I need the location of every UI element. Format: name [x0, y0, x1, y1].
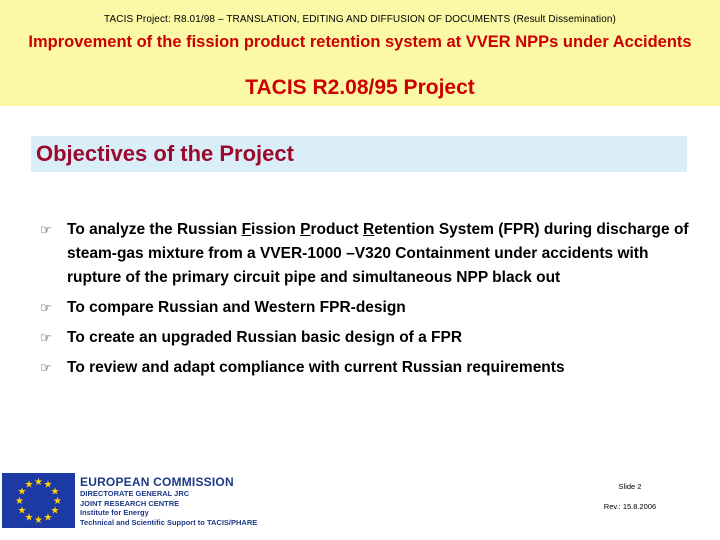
- objectives-list: [40, 218, 690, 386]
- commission-line: DIRECTORATE GENERAL JRC: [80, 489, 190, 498]
- bullet-text: To compare Russian and Western FPR-design: [67, 299, 406, 316]
- eu-star-icon: ★: [43, 512, 53, 524]
- section-title-bar: [31, 136, 687, 172]
- eu-flag-logo: [2, 473, 75, 528]
- eu-star-icon: ★: [17, 486, 27, 498]
- bullet-text: To create an upgraded Russian basic design of a FPR: [67, 329, 463, 346]
- list-item: [40, 296, 690, 320]
- pointing-hand-icon: ☞: [40, 300, 52, 315]
- commission-block: [80, 475, 340, 527]
- eu-star-icon: ★: [53, 496, 62, 507]
- slide-number: Slide 2: [618, 482, 642, 491]
- commission-line: Institute for Energy: [80, 508, 149, 517]
- slide-subtitle: TACIS R2.08/95 Project: [245, 76, 475, 99]
- pointing-hand-icon: ☞: [40, 330, 52, 345]
- eu-star-icon: ★: [24, 512, 34, 524]
- eu-star-icon: ★: [43, 479, 53, 491]
- slide-title: Improvement of the fission product retention system at VVER NPPs under Accidents: [28, 33, 692, 51]
- slide-header: [0, 0, 720, 106]
- commission-line: Technical and Scientific Support to TACIS/PHARE: [80, 517, 258, 527]
- list-item: [40, 218, 690, 290]
- eu-star-icon: ★: [24, 479, 34, 491]
- bullet-text: To analyze the Russian Fission Product Retention System (FPR) during discharge of steam-gas mixture from a VVER-1000 –V320 Containment under accidents with rupture of the primary circuit pipe and simultaneous NPP black out: [67, 221, 689, 286]
- commission-name: EUROPEAN COMMISSION: [80, 475, 234, 489]
- list-item: [40, 326, 690, 350]
- list-item: [40, 356, 690, 380]
- pointing-hand-icon: ☞: [40, 222, 52, 237]
- pointing-hand-icon: ☞: [40, 360, 52, 375]
- revision-date: Rev.: 15.8.2006: [603, 502, 657, 511]
- bullet-text: To review and adapt compliance with current Russian requirements: [67, 359, 565, 376]
- project-line: TACIS Project: R8.01/98 – TRANSLATION, EDITING AND DIFFUSION OF DOCUMENTS (Result Dissemination): [104, 14, 616, 25]
- slide-info: [590, 482, 670, 522]
- eu-star-icon: ★: [50, 505, 60, 517]
- eu-stars-icon: [2, 473, 75, 528]
- eu-star-icon: ★: [34, 477, 43, 488]
- eu-star-icon: ★: [15, 496, 24, 507]
- eu-star-icon: ★: [50, 486, 60, 498]
- eu-star-icon: ★: [17, 505, 27, 517]
- eu-star-icon: ★: [34, 515, 43, 526]
- commission-line: JOINT RESEARCH CENTRE: [80, 498, 180, 508]
- section-title: Objectives of the Project: [36, 141, 294, 166]
